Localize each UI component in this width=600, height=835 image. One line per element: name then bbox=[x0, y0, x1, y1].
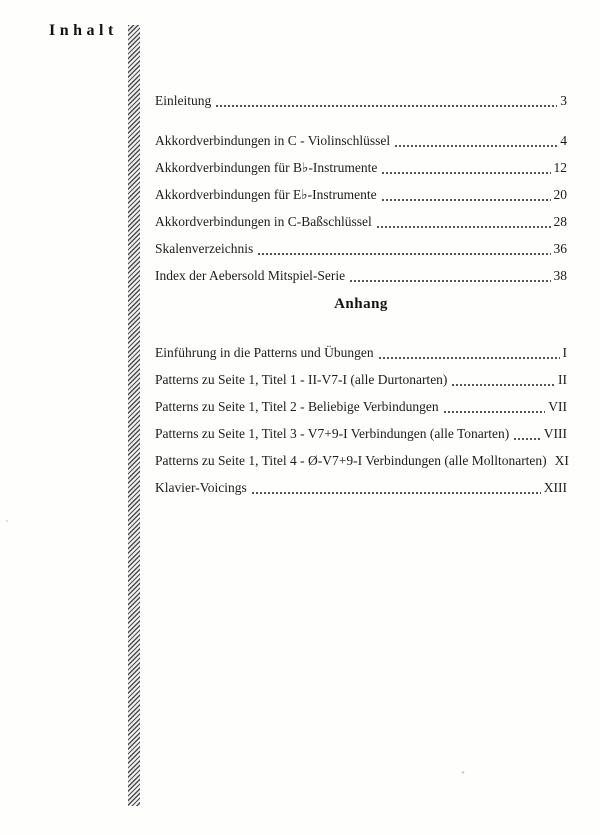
dotted-leader bbox=[350, 280, 550, 282]
toc-entry bbox=[155, 425, 567, 443]
toc-entry-label: Einführung in die Patterns und Übungen bbox=[155, 345, 374, 360]
dotted-leader bbox=[377, 226, 551, 228]
toc-entry bbox=[155, 159, 567, 177]
toc-entry bbox=[155, 132, 567, 150]
toc-entry-page: 12 bbox=[553, 160, 567, 175]
dotted-leader bbox=[258, 253, 550, 255]
dotted-leader bbox=[216, 105, 557, 107]
toc-entry bbox=[155, 452, 567, 470]
toc-entry-page: I bbox=[562, 345, 567, 360]
scan-speck bbox=[461, 770, 465, 775]
dotted-leader bbox=[444, 411, 546, 413]
toc-entry bbox=[155, 186, 567, 204]
toc-entry bbox=[155, 344, 567, 362]
toc-entry-page: II bbox=[558, 372, 567, 387]
dotted-leader bbox=[252, 492, 541, 494]
toc-entry bbox=[155, 267, 567, 285]
toc-entry bbox=[155, 479, 567, 497]
dotted-leader bbox=[395, 145, 557, 147]
toc-entry-page: 3 bbox=[560, 93, 567, 108]
dotted-leader bbox=[514, 438, 541, 440]
toc-entry-label: Skalenverzeichnis bbox=[155, 241, 254, 256]
toc-entry-page: 38 bbox=[553, 268, 567, 283]
toc-entry-label: Patterns zu Seite 1, Titel 4 - Ø-V7+9-I Verbindungen (alle Molltonarten) bbox=[155, 453, 547, 468]
toc-entry bbox=[155, 398, 567, 416]
dotted-leader bbox=[382, 199, 551, 201]
hatch-bar-decoration bbox=[128, 25, 140, 806]
toc-entry bbox=[155, 92, 567, 110]
toc-entry-label: Klavier-Voicings bbox=[155, 480, 247, 495]
appendix-heading: Anhang bbox=[334, 296, 388, 312]
toc-entry-page: 20 bbox=[553, 187, 567, 202]
toc-entry-page: XI bbox=[554, 453, 569, 468]
toc-entry-label: Einleitung bbox=[155, 93, 212, 108]
toc-entry-label: Akkordverbindungen in C-Baßschlüssel bbox=[155, 214, 372, 229]
scan-speck bbox=[5, 519, 9, 523]
toc-entry-label: Index der Aebersold Mitspiel-Serie bbox=[155, 268, 346, 283]
dotted-leader bbox=[379, 357, 560, 359]
toc-entry-page: VII bbox=[548, 399, 567, 414]
toc-entry-label: Akkordverbindungen in C - Violinschlüssel bbox=[155, 133, 391, 148]
dotted-leader bbox=[452, 384, 555, 386]
toc-entry-label: Patterns zu Seite 1, Titel 1 - II-V7-I (alle Durtonarten) bbox=[155, 372, 448, 387]
toc-entry-label: Akkordverbindungen für E♭-Instrumente bbox=[155, 187, 377, 202]
toc-entry-page: XIII bbox=[543, 480, 567, 495]
toc-content bbox=[155, 0, 567, 835]
toc-entry-label: Patterns zu Seite 1, Titel 2 - Beliebige Verbindungen bbox=[155, 399, 439, 414]
page-title: Inhalt bbox=[49, 22, 118, 39]
toc-entry bbox=[155, 240, 567, 258]
toc-entry-page: 4 bbox=[560, 133, 567, 148]
toc-entry bbox=[155, 371, 567, 389]
toc-entry-page: 36 bbox=[553, 241, 567, 256]
toc-entry-page: VIII bbox=[543, 426, 567, 441]
toc-entry-label: Akkordverbindungen für B♭-Instrumente bbox=[155, 160, 378, 175]
toc-entry-page: 28 bbox=[553, 214, 567, 229]
dotted-leader bbox=[382, 172, 550, 174]
toc-entry-label: Patterns zu Seite 1, Titel 3 - V7+9-I Verbindungen (alle Tonarten) bbox=[155, 426, 510, 441]
toc-entry bbox=[155, 213, 567, 231]
